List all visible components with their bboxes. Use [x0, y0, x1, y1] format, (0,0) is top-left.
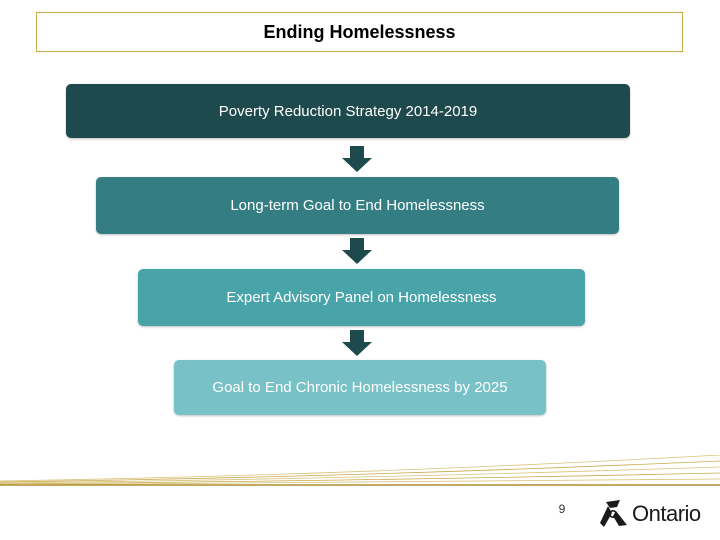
ontario-trillium-icon [596, 497, 630, 531]
logo-text: Ontario [632, 501, 701, 526]
page-number: 9 [558, 502, 566, 516]
slide-title: Ending Homelessness [36, 12, 683, 52]
ontario-logo [596, 494, 706, 534]
step-label: Goal to End Chronic Homelessness by 2025 [212, 379, 508, 396]
step-label: Long-term Goal to End Homelessness [230, 197, 485, 214]
step-end-chronic-homelessness [174, 360, 546, 415]
step-expert-advisory-panel [138, 269, 585, 326]
down-arrow-icon [342, 330, 372, 356]
step-long-term-goal [96, 177, 619, 234]
step-label: Expert Advisory Panel on Homelessness [226, 289, 497, 306]
down-arrow-icon [342, 146, 372, 172]
step-poverty-reduction-strategy [66, 84, 630, 138]
footer-decorative-lines [0, 455, 720, 495]
step-label: Poverty Reduction Strategy 2014-2019 [218, 102, 478, 120]
down-arrow-icon [342, 238, 372, 264]
